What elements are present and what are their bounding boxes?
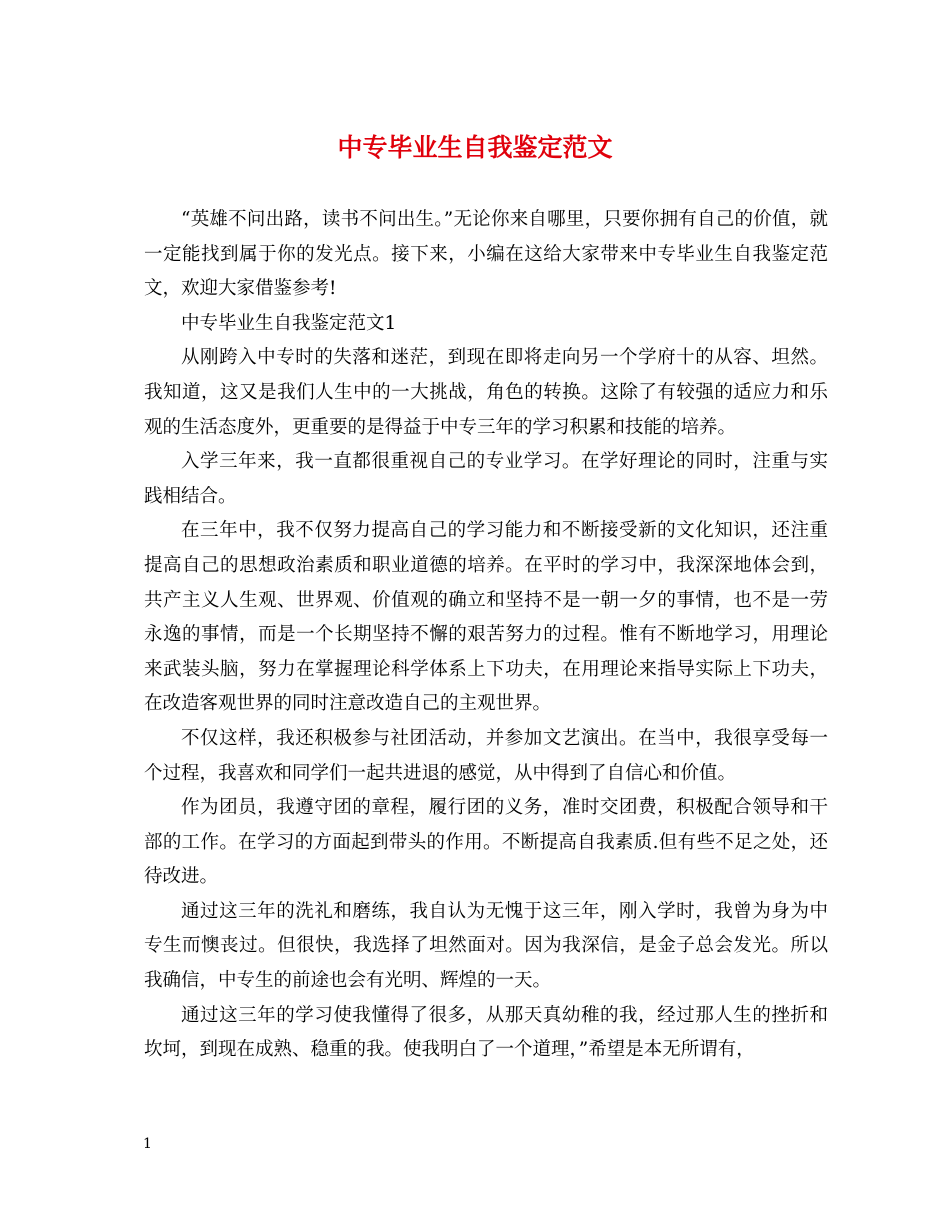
paragraph-section-heading: 中专毕业生自我鉴定范文1 [181,312,397,334]
document-body [144,203,828,1068]
paragraph-intro: “英雄不问出路，读书不问出生。”无论你来自哪里，只要你拥有自己的价值，就一定能找到属于你的发光点。接下来，小编在这给大家带来中专毕业生自我鉴定范文，欢迎大家借鉴参考! [144,209,828,300]
paragraph: 入学三年来，我一直都很重视自己的专业学习。在学好理论的同时，注重与实践相结合。 [144,451,828,507]
paragraph: 从刚跨入中专时的失落和迷茫，到现在即将走向另一个学府十的从容、坦然。我知道，这又是我们人生中的一大挑战，角色的转换。这除了有较强的适应力和乐观的生活态度外，更重要的是得益于中专三年的学习积累和技能的培养。 [144,347,828,438]
document-title: 中专毕业生自我鉴定范文 [337,133,613,162]
page-number: 1 [143,1136,152,1152]
paragraph: 不仅这样，我还积极参与社团活动，并参加文艺演出。在当中，我很享受每一个过程，我喜欢和同学们一起共进退的感觉，从中得到了自信心和价值。 [144,727,828,784]
paragraph: 通过这三年的洗礼和磨练，我自认为无愧于这三年，刚入学时，我曾为身为中专生而懊丧过。但很快，我选择了坦然面对。因为我深信，是金子总会发光。所以我确信，中专生的前途也会有光明、辉煌的一天。 [144,900,828,992]
paragraph: 通过这三年的学习使我懂得了很多，从那天真幼稚的我，经过那人生的挫折和坎坷，到现在成熟、稳重的我。使我明白了一个道理，”希望是本无所谓有， [144,1004,828,1061]
paragraph: 在三年中，我不仅努力提高自己的学习能力和不断接受新的文化知识，还注重提高自己的思想政治素质和职业道德的培养。在平时的学习中，我深深地体会到，共产主义人生观、世界观、价值观的确立和坚持不是一朝一夕的事情，也不是一劳永逸的事情，而是一个长期坚持不懈的艰苦努力的过程。惟有不断地学习，用理论来武装头脑，努力在掌握理论科学体系上下功夫，在用理论来指导实际上下功夫，在改造客观世界的同时注意改造自己的主观世界。 [144,520,828,715]
paragraph: 作为团员，我遵守团的章程，履行团的义务，准时交团费，积极配合领导和干部的工作。在学习的方面起到带头的作用。不断提高自我素质.但有些不足之处，还待改进。 [144,797,828,888]
